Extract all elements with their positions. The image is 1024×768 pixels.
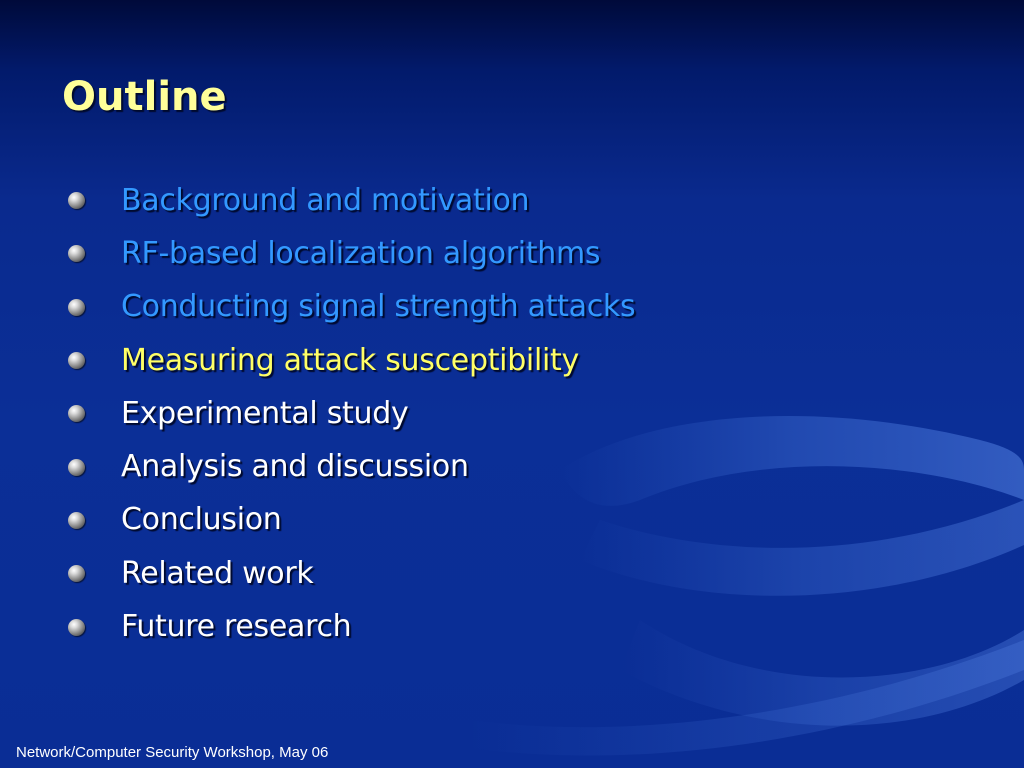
list-item-label: Analysis and discussion [121,449,469,485]
sphere-bullet-icon [68,459,85,476]
list-item [68,387,635,440]
list-item [68,440,635,493]
list-item [68,600,635,653]
sphere-bullet-icon [68,619,85,636]
footer-text: Network/Computer Security Workshop, May 06 [16,744,329,761]
list-item [68,227,635,280]
list-item [68,494,635,547]
sphere-bullet-icon [68,565,85,582]
list-item [68,334,635,387]
list-item-label: Background and motivation [121,182,530,218]
outline-list [68,174,635,654]
list-item-label: Related work [121,555,314,591]
list-item-label: Conclusion [121,502,282,538]
sphere-bullet-icon [68,299,85,316]
sphere-bullet-icon [68,192,85,209]
list-item [68,547,635,600]
sphere-bullet-icon [68,245,85,262]
slide-title: Outline [62,74,227,120]
sphere-bullet-icon [68,352,85,369]
sphere-bullet-icon [68,405,85,422]
list-item-label: Future research [121,609,352,645]
list-item-label: Experimental study [121,395,409,431]
list-item [68,281,635,334]
list-item [68,174,635,227]
list-item-label: RF-based localization algorithms [121,235,601,271]
list-item-label: Measuring attack susceptibility [121,342,579,378]
sphere-bullet-icon [68,512,85,529]
list-item-label: Conducting signal strength attacks [121,289,636,325]
